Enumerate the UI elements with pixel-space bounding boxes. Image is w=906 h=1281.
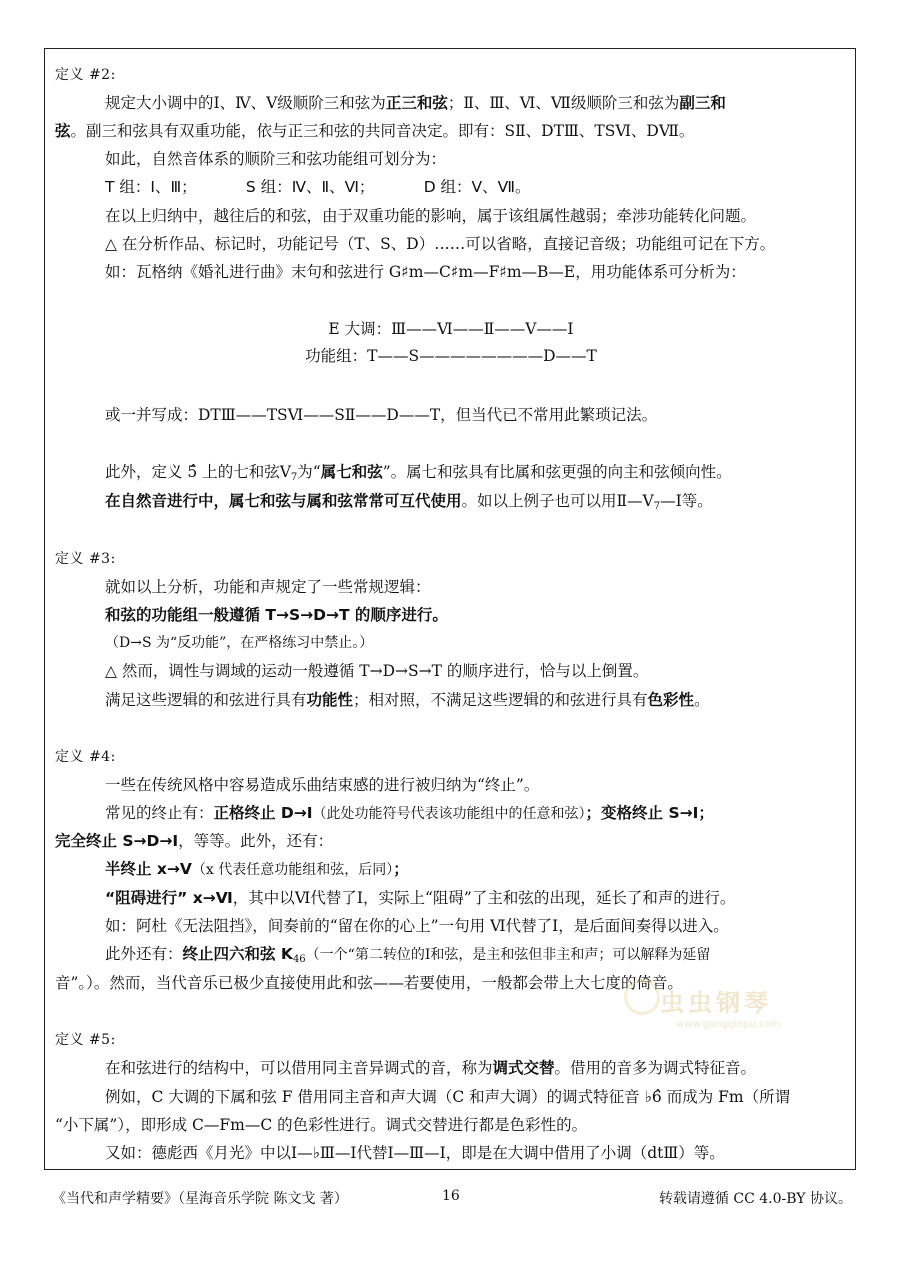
- paragraph-line: △ 然而，调性与调域的运动一般遵循 T→D→S→T 的顺序进行，恰与以上倒置。: [105, 662, 649, 680]
- paragraph-line: 又如：德彪西《月光》中以Ⅰ—♭Ⅲ—Ⅰ代替Ⅰ—Ⅲ—Ⅰ，即是在大调中借用了小调（dtⅢ）等。: [105, 1144, 725, 1162]
- paragraph-line: △ 在分析作品、标记时，功能记号（T、S、D）……可以省略，直接记音级；功能组可记在下方。: [105, 235, 776, 253]
- watermark: [620, 975, 800, 1045]
- paragraph-line: 如：阿杜《无法阻挡》，间奏前的“留在你的心上”一句用 Ⅵ代替了Ⅰ，是后面间奏得以进入。: [105, 917, 729, 935]
- paragraph-line: 常见的终止有：正格终止 D→Ⅰ（此处功能符号代表该功能组中的任意和弦）；变格终止 S→Ⅰ；: [105, 804, 714, 822]
- paragraph-line: 半终止 x→Ⅴ（x 代表任意功能组和弦，后同）；: [105, 860, 409, 878]
- paragraph-line: 如：瓦格纳《婚礼进行曲》末句和弦进行 G♯m—C♯m—F♯m—B—E，用功能体系可分析为：: [105, 263, 746, 281]
- paragraph-line: 在自然音进行中，属七和弦与属和弦常常可互代使用。如以上例子也可以用$Ⅱ—Ⅴ_7—Ⅰ$等。: [105, 492, 713, 512]
- paragraph-line: （D→S 为“反功能”，在严格练习中禁止。）: [105, 635, 374, 651]
- footer-book-title: 《当代和声学精要》（星海音乐学院 陈文戈 著）: [52, 1191, 348, 1207]
- paragraph-line: “小下属”），即形成 C—Fm—C 的色彩性进行。调式交替进行都是色彩性的。: [55, 1116, 588, 1134]
- paragraph-line: 此外，定义 5̂ 上的七和弦$Ⅴ_7$为“属七和弦”。属七和弦具有比属和弦更强的向主和弦倾向性。: [105, 463, 732, 483]
- paragraph-line: 规定大小调中的Ⅰ、Ⅳ、Ⅴ级顺阶三和弦为正三和弦；Ⅱ、Ⅲ、Ⅵ、Ⅶ级顺阶三和弦为副三和: [105, 94, 726, 112]
- paragraph-line: 音”。）。然而，当代音乐已极少直接使用此和弦——若要使用，一般都会带上大七度的倚音。: [55, 974, 683, 992]
- paragraph-line: 一些在传统风格中容易造成乐曲结束感的进行被归纳为“终止”。: [105, 776, 540, 794]
- section-title-3: 定义 #3:: [55, 551, 116, 567]
- footer-license: 转载请遵循 CC 4.0-BY 协议。: [658, 1191, 852, 1207]
- paragraph-line: 弦。副三和弦具有双重功能，依与正三和弦的共同音决定。即有：SⅡ、DTⅢ、TSⅥ、DⅦ。: [55, 122, 695, 140]
- paragraph-line: 满足这些逻辑的和弦进行具有功能性；相对照，不满足这些逻辑的和弦进行具有色彩性。: [105, 691, 710, 709]
- page-number: 16: [442, 1188, 460, 1204]
- watermark-brand: 虫虫钢琴: [660, 988, 772, 1017]
- section-title-2: 定义 #2:: [55, 67, 116, 83]
- paragraph-line: 在和弦进行的结构中，可以借用同主音异调式的音，称为调式交替。借用的音多为调式特征音。: [105, 1059, 757, 1077]
- section-title-4: 定义 #4:: [55, 749, 116, 765]
- paragraph-line: 就如以上分析，功能和声规定了一些常规逻辑：: [105, 578, 431, 596]
- analysis-line-function: 功能组：T——S————————D——T: [305, 347, 597, 365]
- paragraph-line: 此外还有：终止四六和弦 $K_{46}$（一个“第二转位的Ⅰ和弦，是主和弦但非主和声；可以解释为延留: [105, 945, 711, 965]
- watermark-url: www.gangqinpu.com: [676, 1019, 781, 1030]
- paragraph-line: 在以上归纳中，越往后的和弦，由于双重功能的影响，属于该组属性越弱；牵涉功能转化问题。: [105, 207, 757, 225]
- page-footer: [44, 1186, 856, 1210]
- analysis-line-key: E 大调：Ⅲ——Ⅵ——Ⅱ——Ⅴ——Ⅰ: [328, 320, 574, 338]
- function-groups-line: T 组：Ⅰ、Ⅲ； S 组：Ⅳ、Ⅱ、Ⅵ； D 组：Ⅴ、Ⅶ。: [105, 178, 531, 196]
- paragraph-line: 或一并写成：DTⅢ——TSⅥ——SⅡ——D——T，但当代已不常用此繁琐记法。: [105, 406, 658, 424]
- paragraph-line: 完全终止 S→D→Ⅰ，等等。此外，还有：: [55, 832, 334, 850]
- paragraph-line: 例如，C 大调的下属和弦 F 借用同主音和声大调（C 和声大调）的调式特征音 ♭6̂ 而成为 Fm（所谓: [105, 1088, 791, 1106]
- paragraph-line: 和弦的功能组一般遵循 T→S→D→T 的顺序进行。: [105, 606, 448, 624]
- watermark-logo-icon: [624, 979, 660, 1015]
- paragraph-line: “阻碍进行” x→Ⅵ，其中以Ⅵ代替了Ⅰ，实际上“阻碍”了主和弦的出现，延长了和声的进行。: [105, 889, 736, 907]
- paragraph-line: 如此，自然音体系的顺阶三和弦功能组可划分为：: [105, 150, 447, 168]
- section-title-5: 定义 #5:: [55, 1032, 116, 1048]
